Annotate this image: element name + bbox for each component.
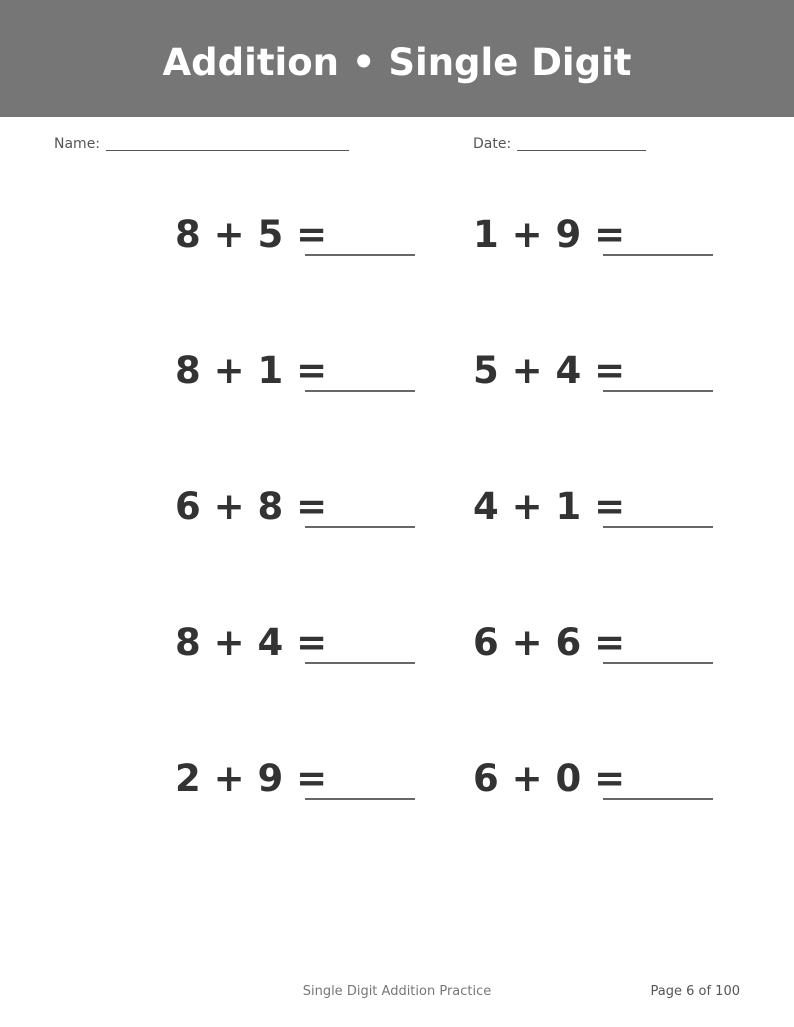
problem-equation: 8 + 5 =: [175, 213, 328, 256]
problem-item: [175, 472, 435, 542]
answer-blank[interactable]: [603, 526, 713, 528]
problem-equation: 2 + 9 =: [175, 757, 328, 800]
answer-blank[interactable]: [603, 798, 713, 800]
date-field[interactable]: [517, 150, 646, 151]
problem-equation: 6 + 8 =: [175, 485, 328, 528]
problem-equation: 6 + 0 =: [473, 757, 626, 800]
problem-item: [473, 336, 733, 406]
problem-item: [175, 608, 435, 678]
name-field[interactable]: [106, 150, 349, 151]
problem-item: [473, 472, 733, 542]
problem-item: [473, 608, 733, 678]
date-label: Date:: [473, 136, 512, 152]
answer-blank[interactable]: [305, 798, 415, 800]
problem-equation: 6 + 6 =: [473, 621, 626, 664]
problem-item: [473, 200, 733, 270]
answer-blank[interactable]: [305, 254, 415, 256]
page-title: Addition • Single Digit: [162, 41, 632, 84]
problem-equation: 8 + 1 =: [175, 349, 328, 392]
problem-item: [175, 744, 435, 814]
problem-equation: 8 + 4 =: [175, 621, 328, 664]
answer-blank[interactable]: [305, 526, 415, 528]
page-indicator: Page 6 of 100: [650, 984, 740, 999]
answer-blank[interactable]: [305, 662, 415, 664]
problem-equation: 4 + 1 =: [473, 485, 626, 528]
problem-item: [473, 744, 733, 814]
answer-blank[interactable]: [305, 390, 415, 392]
problem-item: [175, 336, 435, 406]
problem-equation: 1 + 9 =: [473, 213, 626, 256]
answer-blank[interactable]: [603, 254, 713, 256]
name-label: Name:: [54, 136, 101, 152]
answer-blank[interactable]: [603, 390, 713, 392]
problem-equation: 5 + 4 =: [473, 349, 626, 392]
problem-item: [175, 200, 435, 270]
footer-title: Single Digit Addition Practice: [302, 984, 492, 999]
answer-blank[interactable]: [603, 662, 713, 664]
